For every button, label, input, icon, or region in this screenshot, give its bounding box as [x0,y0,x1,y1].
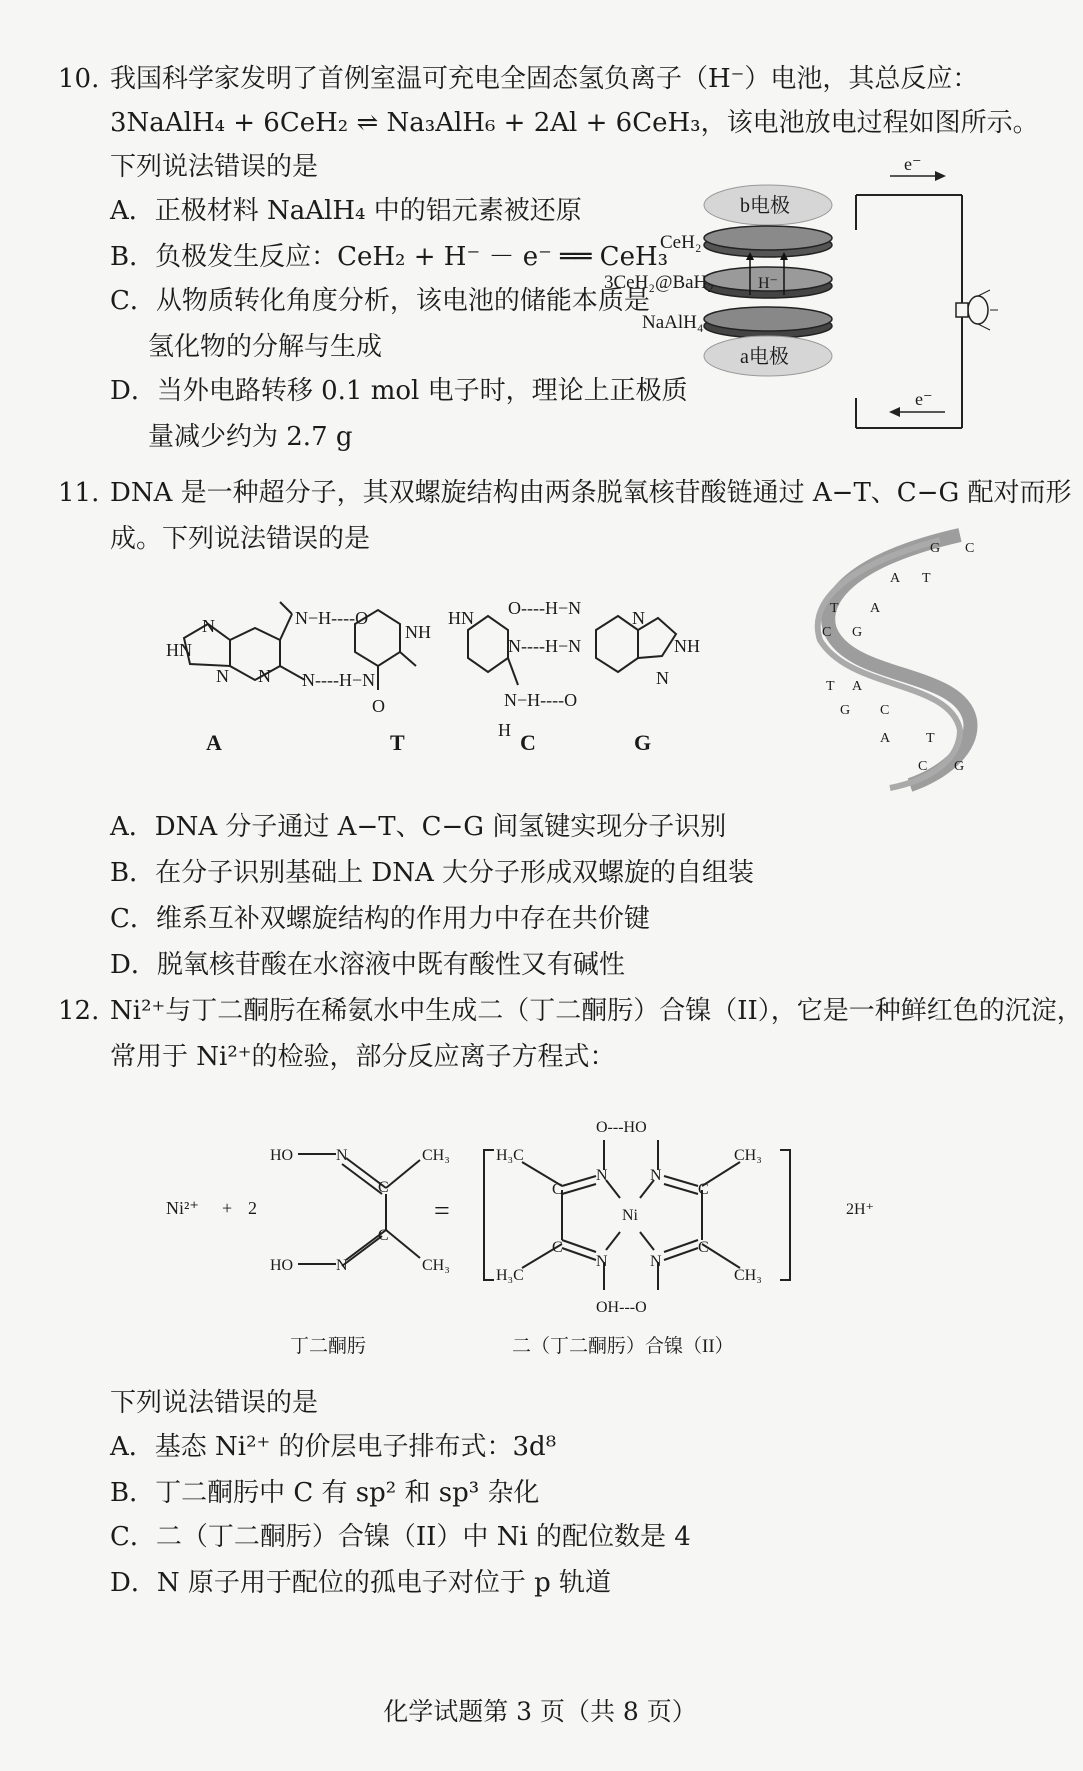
helix-base: G [930,541,941,556]
layer-label-ceh2: CeH₂ [660,232,702,253]
svg-text:N: N [650,1253,662,1270]
svg-text:HO: HO [270,1257,294,1274]
q11-option-a: A．DNA 分子通过 A−T、C−G 间氢键实现分子识别 [110,812,727,842]
adenine-thymine-pair [150,600,450,790]
svg-text:C: C [552,1181,563,1198]
svg-text:N: N [650,1167,662,1184]
q12-stem: Ni²⁺与丁二酮肟在稀氨水中生成二（丁二酮肟）合镍（II），它是一种鲜红色的沉淀， [110,996,1083,1026]
helix-base: T [826,679,835,694]
svg-text:N: N [202,616,215,636]
battery-diagram [604,150,1000,440]
helix-base: C [880,703,890,718]
base-label-g: G [634,730,652,755]
svg-text:H: H [498,720,511,740]
helix-base: G [840,703,851,718]
ligand-caption: 丁二酮肟 [290,1336,367,1357]
svg-text:N: N [216,666,229,686]
svg-text:HN: HN [448,608,474,628]
svg-text:N: N [596,1253,608,1270]
svg-text:N−H----O: N−H----O [504,690,578,710]
question-number-12: 12. [58,996,100,1026]
coefficient: 2 [248,1198,257,1218]
electron-label-bottom: e⁻ [915,389,933,409]
svg-text:N: N [336,1147,348,1164]
q12-option-b: B．丁二酮肟中 C 有 sp² 和 sp³ 杂化 [110,1478,540,1508]
complex-caption: 二（丁二酮肟）合镍（II） [512,1336,734,1357]
helix-base: G [852,625,863,640]
q10-option-c-cont: 氢化物的分解与生成 [148,332,383,362]
electron-label-top: e⁻ [904,154,922,174]
svg-text:CH₃: CH₃ [422,1147,450,1164]
q11-option-b: B．在分子识别基础上 DNA 大分子形成双螺旋的自组装 [110,858,755,888]
svg-text:HN: HN [166,640,192,660]
q10-option-d-cont: 量减少约为 2.7 g [148,422,353,452]
svg-text:O: O [372,696,385,716]
svg-text:NH: NH [405,622,431,642]
ni-ion: Ni²⁺ [166,1198,199,1218]
svg-text:NH: NH [674,636,700,656]
dna-double-helix [790,530,990,790]
svg-text:HO: HO [270,1147,294,1164]
equals-sign: = [434,1196,450,1227]
product-charge: 2H⁺ [846,1201,874,1218]
svg-text:H₃C: H₃C [496,1267,524,1284]
base-label-c: C [520,730,536,755]
svg-text:N: N [632,608,645,628]
svg-text:CH₃: CH₃ [422,1257,450,1274]
q12-option-a: A．基态 Ni²⁺ 的价层电子排布式：3d⁸ [110,1432,557,1462]
q10-stem: 我国科学家发明了首例室温可充电全固态氢负离子（H⁻）电池，其总反应： [110,64,979,94]
q10-option-a: A．正极材料 NaAlH₄ 中的铝元素被还原 [110,196,582,226]
q10-option-d: D．当外电路转移 0.1 mol 电子时，理论上正极质 [110,376,688,406]
svg-text:C: C [378,1179,389,1196]
helix-base: T [926,731,935,746]
base-label-a: A [206,730,222,755]
svg-text:O---HO: O---HO [596,1119,647,1136]
cytosine-guanine-pair [448,590,738,790]
helix-base: G [954,759,965,774]
q10-option-c: C．从物质转化角度分析，该电池的储能本质是 [110,286,650,316]
svg-text:C: C [698,1181,709,1198]
a-electrode-label: a电极 [740,346,789,368]
svg-text:O----H−N: O----H−N [508,598,582,618]
helix-base: T [830,601,839,616]
helix-base: C [918,759,928,774]
svg-text:C: C [378,1227,389,1244]
svg-text:N: N [596,1167,608,1184]
reaction-equation-diagram [150,1090,1030,1380]
q12-stem-cont: 常用于 Ni²⁺的检验，部分反应离子方程式： [110,1042,616,1072]
q10-prompt: 下列说法错误的是 [110,152,319,182]
q11-option-d: D．脱氧核苷酸在水溶液中既有酸性又有碱性 [110,950,625,980]
helix-base: C [822,625,832,640]
b-electrode-label: b电极 [740,195,790,217]
question-number-10: 10. [58,64,100,94]
plus-sign: + [222,1198,233,1218]
svg-text:N: N [656,668,669,688]
helix-base: A [880,731,891,746]
svg-text:CH₃: CH₃ [734,1267,762,1284]
helix-base: A [852,679,863,694]
helix-base: A [870,601,881,616]
svg-text:N: N [258,666,271,686]
q12-option-d: D．N 原子用于配位的孤电子对位于 p 轨道 [110,1568,612,1598]
layer-label-naalh4: NaAlH₄ [642,312,704,333]
svg-text:N----H−N: N----H−N [302,670,376,690]
svg-text:N−H----O: N−H----O [295,608,369,628]
svg-text:CH₃: CH₃ [734,1147,762,1164]
helix-base: T [922,571,931,586]
svg-text:H₃C: H₃C [496,1147,524,1164]
helix-base: A [890,571,901,586]
q11-option-c: C．维系互补双螺旋结构的作用力中存在共价键 [110,904,650,934]
svg-text:OH---O: OH---O [596,1299,647,1316]
helix-base: C [965,541,975,556]
base-label-t: T [390,730,405,755]
q11-stem-cont: 成。下列说法错误的是 [110,524,371,554]
svg-text:C: C [698,1239,709,1256]
q12-prompt: 下列说法错误的是 [110,1388,319,1418]
svg-text:C: C [552,1239,563,1256]
hydride-ion-label: H⁻ [758,275,778,292]
svg-text:N----H−N: N----H−N [508,636,582,656]
page-footer: 化学试题第 3 页（共 8 页） [383,1697,697,1726]
layer-label-electrolyte: 3CeH₂@BaH₂ [604,272,714,293]
q10-option-b: B．负极发生反应：CeH₂ + H⁻ － e⁻ ══ CeH₃ [110,242,669,272]
svg-text:Ni: Ni [622,1207,638,1224]
svg-text:N: N [336,1257,348,1274]
question-number-11: 11. [58,478,100,508]
q10-equation: 3NaAlH₄ + 6CeH₂ ⇌ Na₃AlH₆ + 2Al + 6CeH₃，该电池放电过程如图所示。 [110,108,1039,138]
q12-option-c: C．二（丁二酮肟）合镍（II）中 Ni 的配位数是 4 [110,1522,691,1552]
q11-stem: DNA 是一种超分子，其双螺旋结构由两条脱氧核苷酸链通过 A−T、C−G 配对而形 [110,478,1072,508]
